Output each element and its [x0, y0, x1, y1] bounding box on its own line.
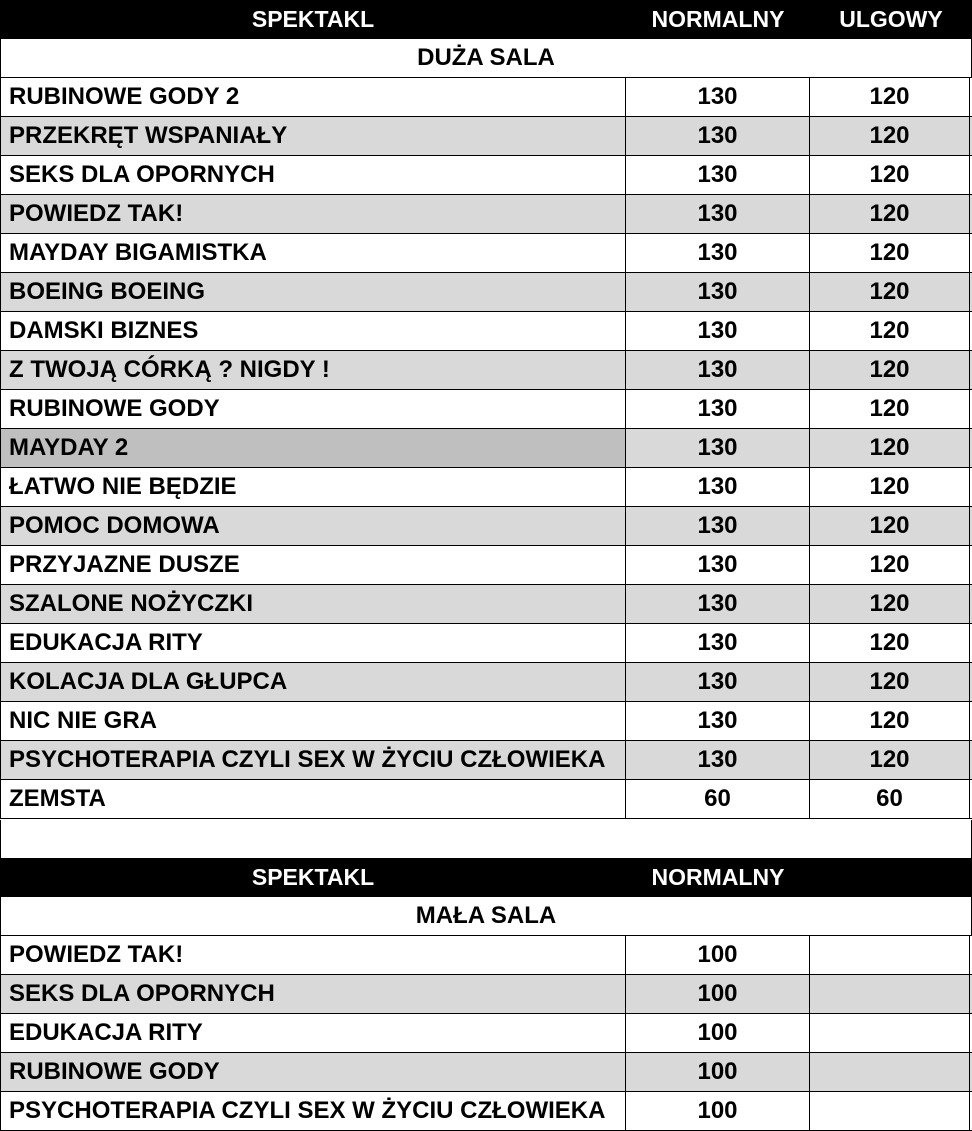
table-row: [0, 312, 972, 351]
play-title: PSYCHOTERAPIA CZYLI SEX W ŻYCIU CZŁOWIEKA: [0, 741, 626, 779]
price-reduced: 120: [810, 507, 970, 545]
price-normal: 60: [626, 780, 810, 818]
table-row: [0, 780, 972, 819]
play-title: RUBINOWE GODY 2: [0, 78, 626, 116]
header-reduced-empty: [810, 858, 972, 897]
table-row: [0, 156, 972, 195]
price-normal: 100: [626, 1092, 810, 1130]
price-normal: 130: [626, 234, 810, 272]
table-row: [0, 351, 972, 390]
price-normal: 100: [626, 975, 810, 1013]
play-title: POWIEDZ TAK!: [0, 936, 626, 974]
table-header: [0, 0, 972, 39]
price-normal: 130: [626, 117, 810, 155]
play-title: ZEMSTA: [0, 780, 626, 818]
play-title: Z TWOJĄ CÓRKĄ ? NIGDY !: [0, 351, 626, 389]
play-title: EDUKACJA RITY: [0, 624, 626, 662]
price-normal: 100: [626, 936, 810, 974]
price-reduced: 120: [810, 663, 970, 701]
section-title-duza-sala: DUŻA SALA: [0, 39, 972, 78]
price-normal: 130: [626, 468, 810, 506]
play-title: MAYDAY BIGAMISTKA: [0, 234, 626, 272]
price-reduced: 120: [810, 585, 970, 623]
table-row: [0, 507, 972, 546]
price-normal: 130: [626, 546, 810, 584]
table-row: [0, 390, 972, 429]
price-normal: 130: [626, 624, 810, 662]
play-title: EDUKACJA RITY: [0, 1014, 626, 1052]
price-normal: 130: [626, 663, 810, 701]
header-title: SPEKTAKL: [251, 6, 375, 32]
price-normal: 130: [626, 741, 810, 779]
price-reduced: 120: [810, 351, 970, 389]
price-reduced: 60: [810, 780, 970, 818]
price-normal: 130: [626, 351, 810, 389]
play-title: SZALONE NOŻYCZKI: [0, 585, 626, 623]
price-reduced: 120: [810, 468, 970, 506]
price-reduced: 120: [810, 312, 970, 350]
table-row: [0, 117, 972, 156]
price-reduced: 120: [810, 156, 970, 194]
price-reduced: 120: [810, 273, 970, 311]
play-title: POMOC DOMOWA: [0, 507, 626, 545]
price-normal: 130: [626, 273, 810, 311]
price-reduced: 120: [810, 702, 970, 740]
price-normal: 130: [626, 78, 810, 116]
play-title: PSYCHOTERAPIA CZYLI SEX W ŻYCIU CZŁOWIEKA: [0, 1092, 626, 1130]
header-reduced: ULGOWY: [839, 6, 943, 32]
price-normal: 130: [626, 429, 810, 467]
price-normal: 130: [626, 312, 810, 350]
play-title: PRZEKRĘT WSPANIAŁY: [0, 117, 626, 155]
price-normal: 130: [626, 507, 810, 545]
price-reduced: 120: [810, 117, 970, 155]
price-normal: 130: [626, 702, 810, 740]
table-row: [0, 195, 972, 234]
table-row: [0, 429, 972, 468]
price-reduced: 120: [810, 78, 970, 116]
table-row: [0, 273, 972, 312]
table-row: [0, 546, 972, 585]
price-normal: 100: [626, 1053, 810, 1091]
table-header-2: [0, 858, 972, 897]
price-reduced-empty: [810, 1092, 970, 1130]
price-reduced: 120: [810, 741, 970, 779]
play-title: SEKS DLA OPORNYCH: [0, 975, 626, 1013]
table-row: [0, 234, 972, 273]
play-title: MAYDAY 2: [0, 429, 626, 467]
price-reduced-empty: [810, 936, 970, 974]
table-row: [0, 936, 972, 975]
table-row: [0, 663, 972, 702]
table-row: [0, 1053, 972, 1092]
price-reduced: 120: [810, 390, 970, 428]
play-title: SEKS DLA OPORNYCH: [0, 156, 626, 194]
header-title: SPEKTAKL: [251, 864, 375, 890]
table-row: [0, 702, 972, 741]
price-reduced: 120: [810, 429, 970, 467]
header-normal: NORMALNY: [651, 864, 785, 890]
price-normal: 130: [626, 156, 810, 194]
play-title: RUBINOWE GODY: [0, 1053, 626, 1091]
play-title: ŁATWO NIE BĘDZIE: [0, 468, 626, 506]
price-normal: 100: [626, 1014, 810, 1052]
price-normal: 130: [626, 585, 810, 623]
play-title: PRZYJAZNE DUSZE: [0, 546, 626, 584]
table-row: [0, 624, 972, 663]
play-title: BOEING BOEING: [0, 273, 626, 311]
price-reduced: 120: [810, 624, 970, 662]
table-row: [0, 1014, 972, 1053]
play-title: POWIEDZ TAK!: [0, 195, 626, 233]
price-reduced-empty: [810, 975, 970, 1013]
price-normal: 130: [626, 195, 810, 233]
table-row: [0, 1092, 972, 1131]
price-reduced: 120: [810, 195, 970, 233]
price-reduced: 120: [810, 234, 970, 272]
price-reduced-empty: [810, 1014, 970, 1052]
play-title: DAMSKI BIZNES: [0, 312, 626, 350]
play-title: KOLACJA DLA GŁUPCA: [0, 663, 626, 701]
price-reduced-empty: [810, 1053, 970, 1091]
table-row: [0, 468, 972, 507]
table-row: [0, 741, 972, 780]
spacer: [0, 820, 972, 858]
header-normal: NORMALNY: [651, 6, 785, 32]
price-normal: 130: [626, 390, 810, 428]
price-reduced: 120: [810, 546, 970, 584]
table-row: [0, 78, 972, 117]
play-title: RUBINOWE GODY: [0, 390, 626, 428]
table-row: [0, 585, 972, 624]
play-title: NIC NIE GRA: [0, 702, 626, 740]
section-title-mala-sala: MAŁA SALA: [0, 897, 972, 936]
table-row: [0, 975, 972, 1014]
